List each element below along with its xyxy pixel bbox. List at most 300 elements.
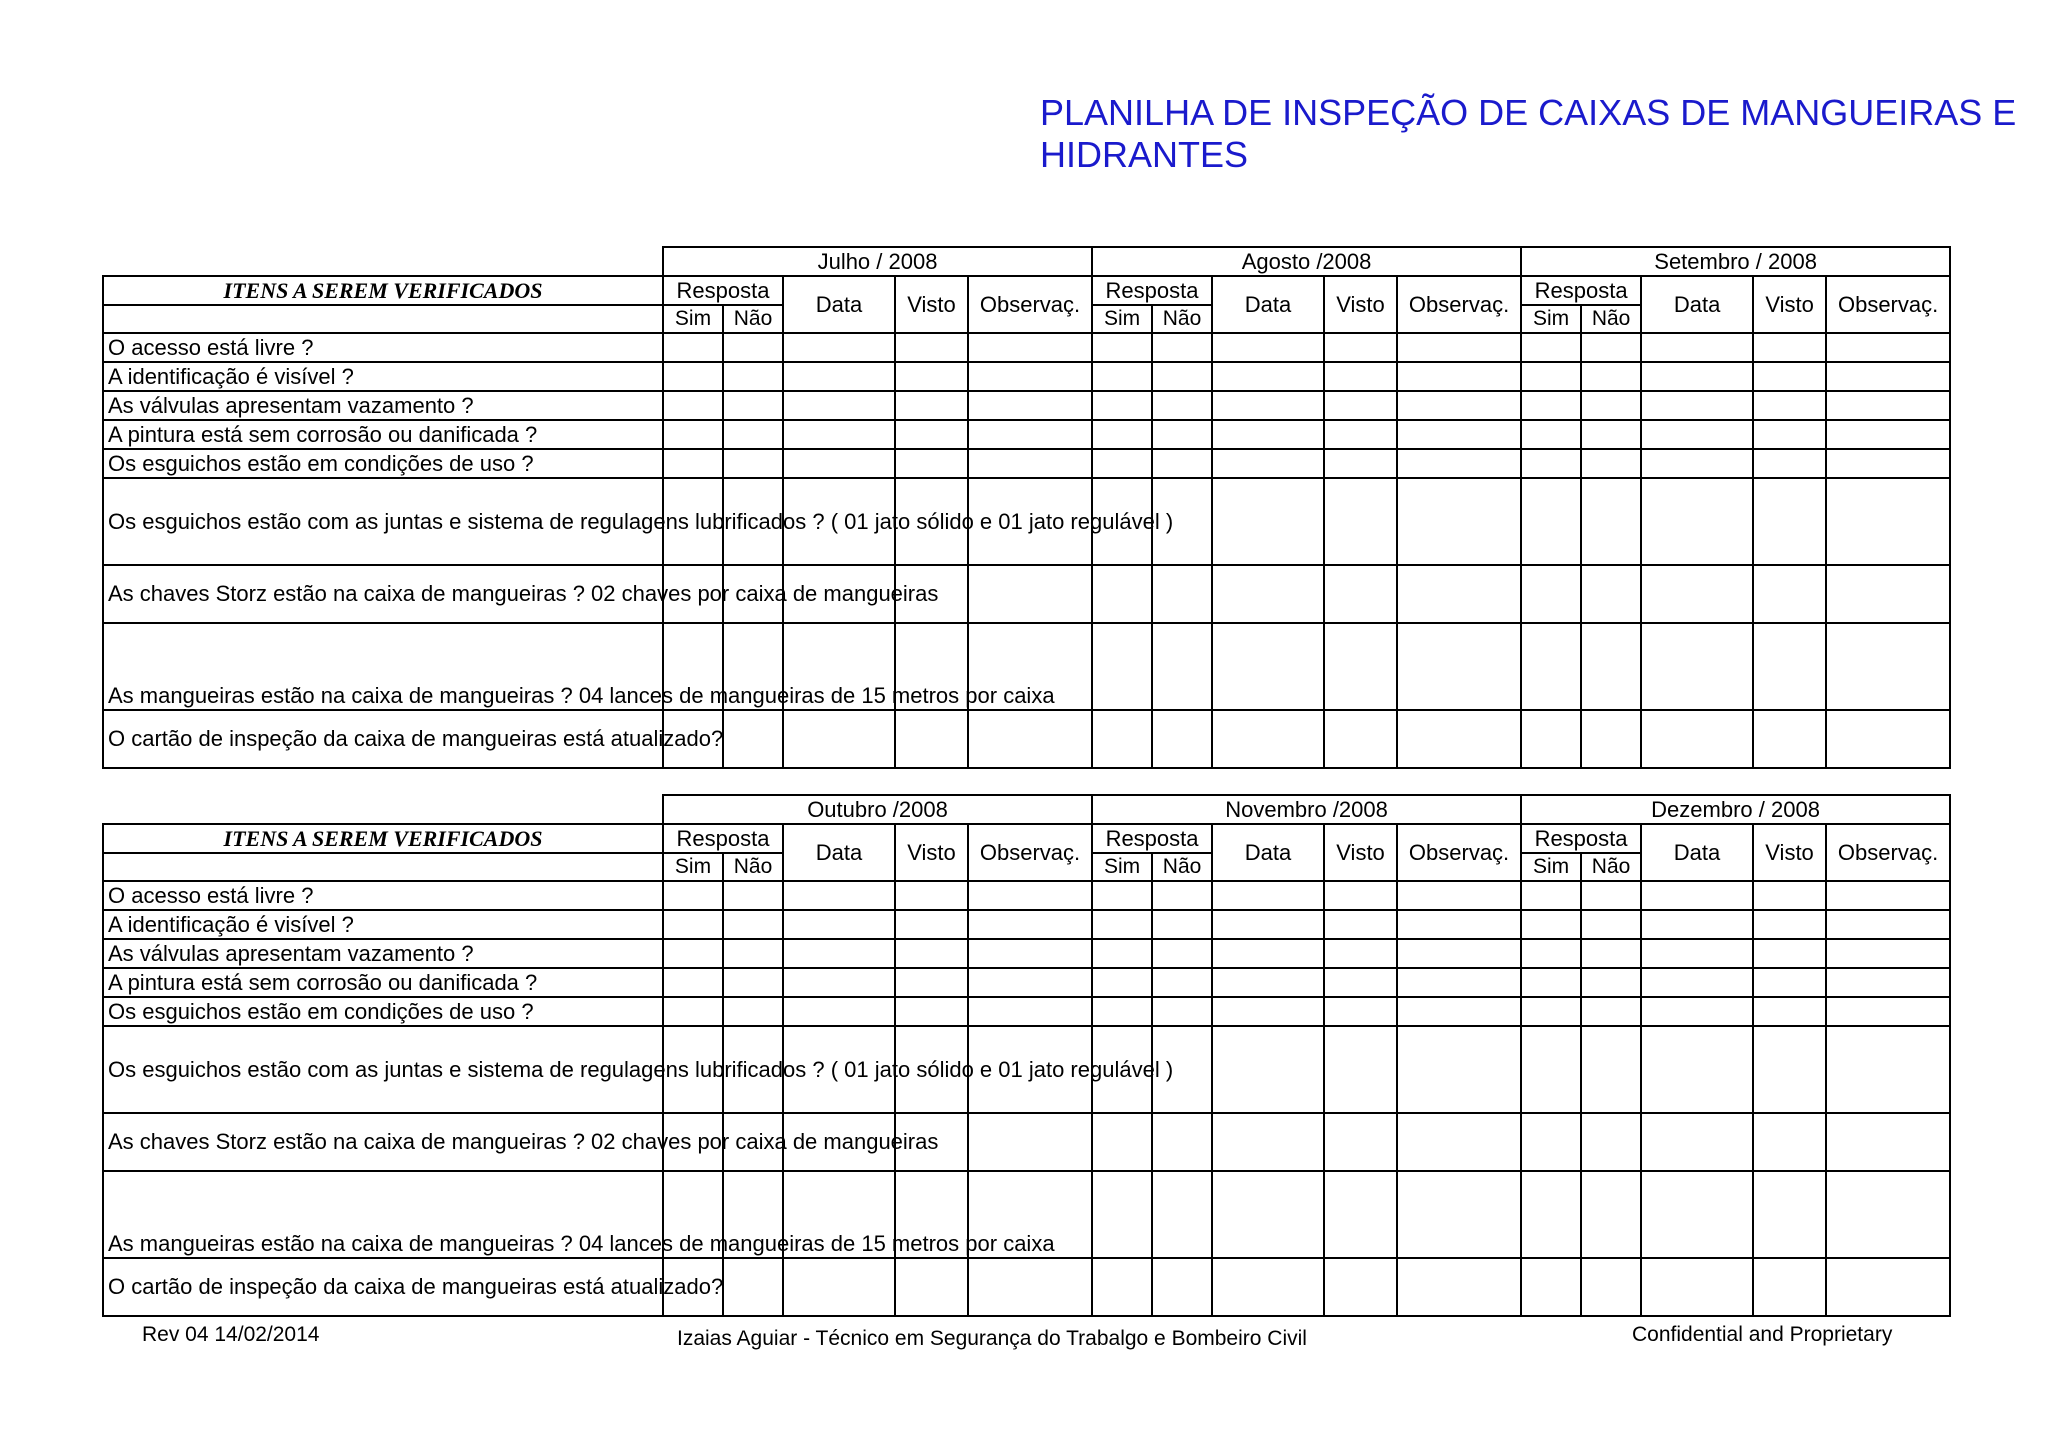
item-label: Os esguichos estão com as juntas e sistema de regulagens lubrificados ? ( 01 jato sólido e 01 jato regulável ) [103,1026,663,1113]
data-cell[interactable] [1641,362,1753,391]
nao-cell[interactable] [1581,478,1641,565]
sim-cell[interactable] [1521,1258,1581,1316]
sim-cell[interactable] [1092,449,1152,478]
visto-cell[interactable] [895,997,968,1026]
visto-header: Visto [895,824,968,881]
data-cell[interactable] [1212,710,1324,768]
visto-cell[interactable] [1753,1113,1826,1171]
data-cell[interactable] [1641,997,1753,1026]
sim-cell[interactable] [1092,881,1152,910]
observacao-cell[interactable] [1826,333,1950,362]
observacao-cell[interactable] [1826,449,1950,478]
data-cell[interactable] [1212,910,1324,939]
nao-cell[interactable] [1581,449,1641,478]
data-cell[interactable] [783,710,895,768]
visto-cell[interactable] [1753,939,1826,968]
nao-cell[interactable] [1152,623,1212,710]
item-label: O cartão de inspeção da caixa de mangueiras está atualizado? [103,710,663,768]
observacao-cell[interactable] [1826,968,1950,997]
data-cell[interactable] [1641,449,1753,478]
sim-cell[interactable] [1092,565,1152,623]
nao-cell[interactable] [723,939,783,968]
table-row [103,1026,1950,1113]
observacao-header: Observaç. [968,276,1092,333]
observacao-header: Observaç. [1397,276,1521,333]
observacao-cell[interactable] [1826,623,1950,710]
data-cell[interactable] [1641,623,1753,710]
data-cell[interactable] [1212,968,1324,997]
inspection-table-2 [102,794,1951,1317]
month-header: Julho / 2008 [663,247,1092,276]
data-cell[interactable] [783,420,895,449]
observacao-cell[interactable] [1397,391,1521,420]
nao-cell[interactable] [1152,391,1212,420]
observacao-cell[interactable] [1826,1171,1950,1258]
sim-cell[interactable] [1521,478,1581,565]
visto-cell[interactable] [1324,1258,1397,1316]
nao-header: Não [723,305,783,333]
visto-cell[interactable] [1753,710,1826,768]
month-header: Agosto /2008 [1092,247,1521,276]
data-cell[interactable] [1212,881,1324,910]
sim-cell[interactable] [663,449,723,478]
sim-cell[interactable] [663,939,723,968]
data-cell[interactable] [1641,710,1753,768]
nao-cell[interactable] [1581,1026,1641,1113]
observacao-cell[interactable] [1826,1026,1950,1113]
visto-cell[interactable] [1753,1258,1826,1316]
item-label: As válvulas apresentam vazamento ? [103,391,663,420]
visto-cell[interactable] [1324,1113,1397,1171]
nao-cell[interactable] [1581,939,1641,968]
nao-cell[interactable] [1152,1113,1212,1171]
nao-cell[interactable] [723,997,783,1026]
observacao-cell[interactable] [968,997,1092,1026]
visto-cell[interactable] [1753,968,1826,997]
data-cell[interactable] [783,1258,895,1316]
data-cell[interactable] [1641,420,1753,449]
observacao-cell[interactable] [1397,333,1521,362]
observacao-header: Observaç. [1826,276,1950,333]
data-cell[interactable] [1212,565,1324,623]
observacao-cell[interactable] [968,449,1092,478]
sim-cell[interactable] [1092,420,1152,449]
sim-header: Sim [1521,305,1581,333]
sim-cell[interactable] [1092,910,1152,939]
item-label: Os esguichos estão em condições de uso ? [103,997,663,1026]
visto-cell[interactable] [1753,478,1826,565]
visto-cell[interactable] [895,333,968,362]
observacao-header: Observaç. [968,824,1092,881]
visto-cell[interactable] [1324,997,1397,1026]
visto-cell[interactable] [1753,1026,1826,1113]
observacao-cell[interactable] [1826,478,1950,565]
table-row [103,1171,1950,1258]
page-title-text: PLANILHA DE INSPEÇÃO DE CAIXAS DE MANGUEIRAS E HIDRANTES [1040,92,2017,175]
nao-cell[interactable] [1152,939,1212,968]
observacao-cell[interactable] [968,391,1092,420]
sim-cell[interactable] [663,333,723,362]
sim-cell[interactable] [1521,565,1581,623]
table-row [103,565,1950,623]
visto-header: Visto [1324,276,1397,333]
nao-cell[interactable] [1581,420,1641,449]
nao-cell[interactable] [723,1258,783,1316]
table-row [103,449,1950,478]
observacao-cell[interactable] [1826,997,1950,1026]
observacao-cell[interactable] [1826,1258,1950,1316]
sim-cell[interactable] [1092,623,1152,710]
sim-header: Sim [663,305,723,333]
nao-cell[interactable] [1152,449,1212,478]
table-row [103,881,1950,910]
sim-cell[interactable] [663,910,723,939]
observacao-cell[interactable] [1397,1171,1521,1258]
table-row [103,710,1950,768]
data-cell[interactable] [783,449,895,478]
observacao-cell[interactable] [968,968,1092,997]
observacao-cell[interactable] [968,910,1092,939]
observacao-cell[interactable] [1826,1113,1950,1171]
footer-confidential: Confidential and Proprietary [1632,1323,1893,1346]
sim-cell[interactable] [1521,362,1581,391]
sim-cell[interactable] [663,881,723,910]
observacao-cell[interactable] [1397,623,1521,710]
data-cell[interactable] [783,910,895,939]
visto-cell[interactable] [895,1258,968,1316]
visto-cell[interactable] [895,968,968,997]
nao-cell[interactable] [723,362,783,391]
observacao-cell[interactable] [1826,391,1950,420]
visto-cell[interactable] [895,881,968,910]
observacao-cell[interactable] [968,333,1092,362]
visto-cell[interactable] [895,449,968,478]
nao-cell[interactable] [1581,391,1641,420]
sim-cell[interactable] [1521,881,1581,910]
resposta-header: Resposta [1092,824,1212,853]
observacao-cell[interactable] [1826,910,1950,939]
observacao-cell[interactable] [1397,362,1521,391]
sim-cell[interactable] [1092,710,1152,768]
nao-cell[interactable] [1581,623,1641,710]
visto-cell[interactable] [1753,391,1826,420]
nao-cell[interactable] [1152,362,1212,391]
data-cell[interactable] [1212,391,1324,420]
sim-cell[interactable] [1092,1258,1152,1316]
sim-cell[interactable] [1521,710,1581,768]
visto-cell[interactable] [1324,623,1397,710]
observacao-cell[interactable] [968,1258,1092,1316]
observacao-cell[interactable] [1397,910,1521,939]
visto-cell[interactable] [1753,1171,1826,1258]
sim-cell[interactable] [1092,1171,1152,1258]
nao-header: Não [723,853,783,881]
observacao-cell[interactable] [968,420,1092,449]
sim-header: Sim [1092,853,1152,881]
nao-header: Não [1581,305,1641,333]
sim-cell[interactable] [663,362,723,391]
page-title [0,92,2048,176]
sim-cell[interactable] [1521,391,1581,420]
sim-header: Sim [663,853,723,881]
observacao-cell[interactable] [1397,881,1521,910]
sim-cell[interactable] [1092,362,1152,391]
table-row [103,362,1950,391]
nao-cell[interactable] [723,710,783,768]
nao-cell[interactable] [1152,910,1212,939]
visto-cell[interactable] [1324,362,1397,391]
nao-cell[interactable] [723,420,783,449]
nao-cell[interactable] [1152,333,1212,362]
resposta-header: Resposta [663,276,783,305]
visto-header: Visto [895,276,968,333]
sim-cell[interactable] [663,420,723,449]
visto-header: Visto [1324,824,1397,881]
nao-cell[interactable] [723,910,783,939]
sim-cell[interactable] [1521,997,1581,1026]
data-cell[interactable] [1212,1258,1324,1316]
observacao-cell[interactable] [1397,939,1521,968]
data-cell[interactable] [1212,1113,1324,1171]
data-cell[interactable] [1212,997,1324,1026]
item-label: O cartão de inspeção da caixa de mangueiras está atualizado? [103,1258,663,1316]
nao-cell[interactable] [1152,1171,1212,1258]
visto-cell[interactable] [1753,565,1826,623]
nao-cell[interactable] [1581,1113,1641,1171]
observacao-cell[interactable] [1397,1258,1521,1316]
data-cell[interactable] [1641,1113,1753,1171]
data-cell[interactable] [783,391,895,420]
data-cell[interactable] [1641,565,1753,623]
nao-cell[interactable] [1152,1258,1212,1316]
data-cell[interactable] [1212,1171,1324,1258]
visto-cell[interactable] [895,939,968,968]
data-cell[interactable] [1212,478,1324,565]
sim-cell[interactable] [1521,1026,1581,1113]
nao-header: Não [1581,853,1641,881]
visto-cell[interactable] [1753,623,1826,710]
month-header: Setembro / 2008 [1521,247,1950,276]
table-row [103,1258,1950,1316]
sim-header: Sim [1521,853,1581,881]
nao-cell[interactable] [1152,997,1212,1026]
data-cell[interactable] [1641,939,1753,968]
items-header: ITENS A SEREM VERIFICADOS [103,276,663,305]
table-row [103,910,1950,939]
nao-cell[interactable] [1581,968,1641,997]
sim-cell[interactable] [1521,1113,1581,1171]
visto-cell[interactable] [1753,333,1826,362]
visto-cell[interactable] [1324,449,1397,478]
data-cell[interactable] [1641,1258,1753,1316]
table-row [103,968,1950,997]
sim-cell[interactable] [1521,939,1581,968]
observacao-cell[interactable] [968,1113,1092,1171]
nao-cell[interactable] [1152,968,1212,997]
nao-cell[interactable] [1152,710,1212,768]
data-cell[interactable] [1212,420,1324,449]
data-cell[interactable] [783,997,895,1026]
observacao-cell[interactable] [1397,710,1521,768]
observacao-cell[interactable] [1397,478,1521,565]
sim-cell[interactable] [1092,391,1152,420]
sim-cell[interactable] [1521,623,1581,710]
resposta-header: Resposta [1092,276,1212,305]
month-header: Outubro /2008 [663,795,1092,824]
observacao-cell[interactable] [968,565,1092,623]
month-header-spacer [103,247,663,276]
nao-cell[interactable] [1581,910,1641,939]
data-cell[interactable] [1641,881,1753,910]
nao-cell[interactable] [723,391,783,420]
observacao-cell[interactable] [968,881,1092,910]
nao-cell[interactable] [723,968,783,997]
nao-cell[interactable] [1581,333,1641,362]
data-header: Data [1212,824,1324,881]
observacao-cell[interactable] [968,939,1092,968]
observacao-cell[interactable] [968,362,1092,391]
table-row [103,939,1950,968]
items-header-blank [103,853,663,881]
observacao-cell[interactable] [1397,449,1521,478]
observacao-cell[interactable] [1826,420,1950,449]
nao-cell[interactable] [1152,881,1212,910]
nao-cell[interactable] [1581,997,1641,1026]
sim-cell[interactable] [1521,968,1581,997]
visto-cell[interactable] [1324,1171,1397,1258]
data-cell[interactable] [783,362,895,391]
visto-cell[interactable] [1324,881,1397,910]
data-cell[interactable] [1641,1171,1753,1258]
data-cell[interactable] [783,881,895,910]
nao-cell[interactable] [723,881,783,910]
nao-cell[interactable] [1152,420,1212,449]
sim-cell[interactable] [663,391,723,420]
nao-cell[interactable] [1581,1258,1641,1316]
visto-cell[interactable] [1324,910,1397,939]
visto-cell[interactable] [1753,449,1826,478]
data-cell[interactable] [1641,391,1753,420]
visto-cell[interactable] [1324,1026,1397,1113]
column-header-row [103,824,1950,853]
visto-cell[interactable] [1324,420,1397,449]
observacao-cell[interactable] [1397,420,1521,449]
sim-cell[interactable] [1521,420,1581,449]
observacao-cell[interactable] [1826,939,1950,968]
visto-cell[interactable] [1324,478,1397,565]
visto-cell[interactable] [895,391,968,420]
observacao-cell[interactable] [1826,565,1950,623]
nao-cell[interactable] [1581,710,1641,768]
data-cell[interactable] [1212,333,1324,362]
data-cell[interactable] [1212,623,1324,710]
data-cell[interactable] [1641,478,1753,565]
nao-cell[interactable] [1581,1171,1641,1258]
visto-cell[interactable] [1753,362,1826,391]
visto-cell[interactable] [895,362,968,391]
observacao-cell[interactable] [1826,710,1950,768]
sim-cell[interactable] [1521,333,1581,362]
visto-cell[interactable] [1753,420,1826,449]
data-cell[interactable] [1212,939,1324,968]
sim-cell[interactable] [1092,968,1152,997]
observacao-cell[interactable] [1826,881,1950,910]
sim-cell[interactable] [663,968,723,997]
visto-header: Visto [1753,276,1826,333]
observacao-cell[interactable] [1826,362,1950,391]
sim-cell[interactable] [1092,997,1152,1026]
observacao-cell[interactable] [1397,1026,1521,1113]
visto-cell[interactable] [1324,710,1397,768]
data-cell[interactable] [783,939,895,968]
data-cell[interactable] [1212,362,1324,391]
visto-cell[interactable] [1753,910,1826,939]
data-cell[interactable] [1641,1026,1753,1113]
item-label: As mangueiras estão na caixa de mangueiras ? 04 lances de mangueiras de 15 metros por caixa [103,623,663,710]
sim-cell[interactable] [1092,1113,1152,1171]
item-label: As chaves Storz estão na caixa de mangueiras ? 02 chaves por caixa de mangueiras [103,1113,663,1171]
data-cell[interactable] [1641,968,1753,997]
visto-cell[interactable] [1324,939,1397,968]
sim-cell[interactable] [663,997,723,1026]
visto-cell[interactable] [895,710,968,768]
data-cell[interactable] [1212,449,1324,478]
sim-cell[interactable] [1521,910,1581,939]
footer-revision: Rev 04 14/02/2014 [142,1323,320,1346]
observacao-cell[interactable] [1397,1113,1521,1171]
nao-header: Não [1152,305,1212,333]
data-header: Data [1641,824,1753,881]
item-label: Os esguichos estão em condições de uso ? [103,449,663,478]
visto-cell[interactable] [1324,333,1397,362]
visto-cell[interactable] [1753,997,1826,1026]
table-row [103,997,1950,1026]
data-cell[interactable] [1212,1026,1324,1113]
observacao-cell[interactable] [1397,565,1521,623]
nao-cell[interactable] [723,333,783,362]
sim-cell[interactable] [1092,333,1152,362]
visto-cell[interactable] [1324,968,1397,997]
items-header-blank [103,305,663,333]
observacao-cell[interactable] [1397,968,1521,997]
visto-cell[interactable] [1324,565,1397,623]
visto-cell[interactable] [1753,881,1826,910]
month-header-row [103,795,1950,824]
nao-cell[interactable] [723,449,783,478]
data-cell[interactable] [1641,333,1753,362]
sim-cell[interactable] [1092,939,1152,968]
observacao-cell[interactable] [1397,997,1521,1026]
data-cell[interactable] [783,968,895,997]
nao-cell[interactable] [1581,881,1641,910]
sim-cell[interactable] [1521,1171,1581,1258]
nao-cell[interactable] [1581,565,1641,623]
visto-cell[interactable] [895,420,968,449]
sim-cell[interactable] [1521,449,1581,478]
data-cell[interactable] [1641,910,1753,939]
visto-cell[interactable] [1324,391,1397,420]
visto-cell[interactable] [895,910,968,939]
month-header-row [103,247,1950,276]
inspection-table-1 [102,246,1951,769]
observacao-header: Observaç. [1826,824,1950,881]
nao-cell[interactable] [1152,565,1212,623]
data-cell[interactable] [783,333,895,362]
nao-cell[interactable] [1581,362,1641,391]
nao-header: Não [1152,853,1212,881]
item-label: As mangueiras estão na caixa de mangueiras ? 04 lances de mangueiras de 15 metros por caixa [103,1171,663,1258]
observacao-cell[interactable] [968,710,1092,768]
